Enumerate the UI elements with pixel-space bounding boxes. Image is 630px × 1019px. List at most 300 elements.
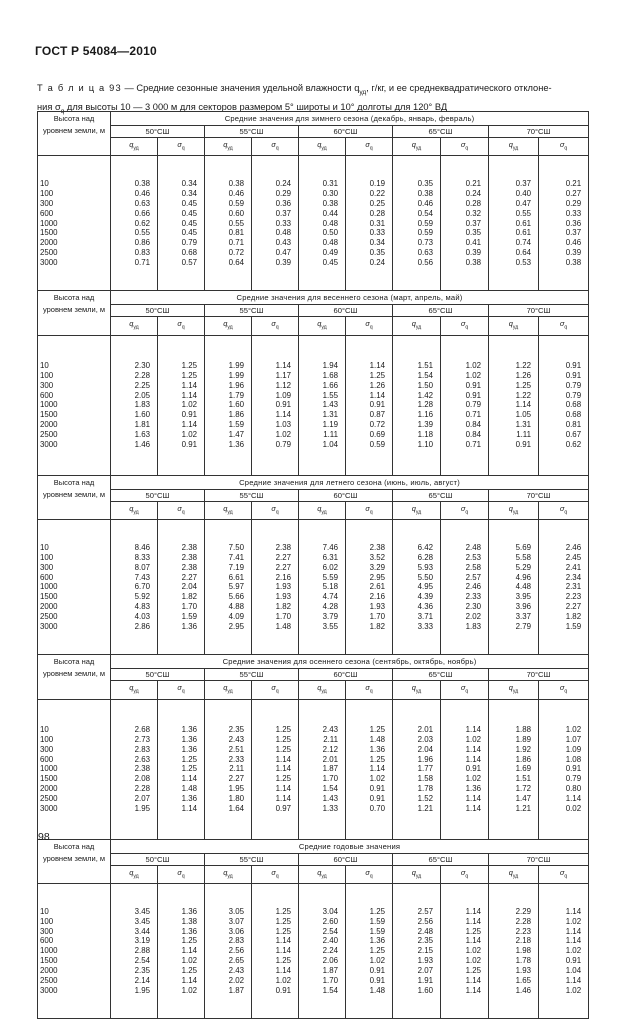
symbol-row (38, 138, 589, 156)
table-cell: 1.70 (322, 774, 338, 784)
height-value: 600 (40, 572, 54, 582)
symbol-sigma-sub: q (564, 145, 568, 152)
symbol-sigma-sub: q (275, 324, 279, 331)
symbol-q-ud (111, 681, 158, 699)
table-cell: 3.04 (322, 906, 338, 916)
value-column (441, 520, 489, 655)
height-value: 600 (40, 390, 54, 400)
table-cell: 2.27 (181, 572, 197, 582)
latitude-header: 60°СШ (299, 853, 393, 865)
table-cell: 0.45 (181, 198, 197, 208)
table-cell: 1.14 (275, 360, 291, 370)
table-cell: 0.38 (134, 178, 150, 188)
table-cell: 0.24 (465, 188, 481, 198)
value-column (346, 156, 393, 291)
table-cell: 3.95 (515, 592, 531, 602)
height-value: 10 (40, 906, 49, 916)
table-cell: 1.54 (322, 784, 338, 794)
symbol-sigma-q (441, 501, 489, 519)
table-cell: 4.48 (515, 582, 531, 592)
table-cell: 1.82 (369, 622, 385, 632)
table-cell: 1.09 (565, 744, 582, 754)
symbol-q-ud (205, 865, 252, 883)
table-cell: 5.97 (228, 582, 244, 592)
table-cell: 1.28 (417, 400, 433, 410)
table-cell: 1.02 (275, 430, 291, 440)
table-cell: 5.69 (515, 542, 531, 552)
height-value: 2500 (40, 612, 58, 622)
symbol-q: q (317, 503, 322, 513)
symbol-sigma: σ (460, 867, 466, 877)
table-cell: 1.36 (181, 734, 197, 744)
latitude-header: 70°СШ (489, 489, 589, 501)
symbol-sigma-sub: q (181, 324, 185, 331)
table-cell: 1.02 (369, 774, 385, 784)
table-cell: 4.88 (228, 602, 244, 612)
table-cell: 1.95 (134, 986, 150, 996)
symbol-q-ud (489, 681, 539, 699)
table-cell: 1.87 (322, 764, 338, 774)
table-cell: 4.39 (417, 592, 433, 602)
table-cell: 1.14 (465, 976, 481, 986)
table-cell: 1.38 (181, 916, 197, 926)
latitude-header: 60°СШ (299, 489, 393, 501)
table-cell: 1.36 (181, 906, 197, 916)
table-cell: 1.14 (275, 754, 291, 764)
value-column (346, 335, 393, 475)
table-cell: 1.51 (417, 360, 433, 370)
table-cell: 2.53 (465, 552, 481, 562)
symbol-q: q (411, 503, 416, 513)
table-cell: 7.19 (228, 562, 244, 572)
table-cell: 0.80 (565, 784, 582, 794)
table-cell: 1.14 (369, 764, 385, 774)
section-title-row (38, 291, 589, 305)
height-value: 3000 (40, 440, 58, 450)
table-cell: 0.48 (322, 218, 338, 228)
symbol-q-ud (489, 138, 539, 156)
table-cell: 0.64 (515, 248, 531, 258)
symbol-sigma-sub: q (465, 324, 469, 331)
value-column (111, 699, 158, 839)
table-cell: 1.25 (275, 956, 291, 966)
table-cell: 1.08 (565, 754, 582, 764)
table-cell: 0.63 (417, 248, 433, 258)
table-cell: 1.14 (275, 936, 291, 946)
table-cell: 0.24 (275, 178, 291, 188)
table-cell: 1.78 (417, 784, 433, 794)
table-cell: 1.14 (181, 976, 197, 986)
symbol-q-ud (299, 865, 346, 883)
table-cell: 1.02 (465, 774, 481, 784)
table-cell: 0.69 (369, 430, 385, 440)
table-cell: 3.71 (417, 612, 433, 622)
height-value: 1000 (40, 764, 58, 774)
symbol-sigma-q (346, 865, 393, 883)
table-cell: 1.25 (275, 906, 291, 916)
value-column (393, 156, 441, 291)
table-cell: 1.14 (565, 976, 582, 986)
table-cell: 1.86 (515, 754, 531, 764)
table-cell: 1.33 (322, 804, 338, 814)
table-cell: 2.46 (565, 542, 582, 552)
height-value: 1500 (40, 774, 58, 784)
height-values (38, 156, 111, 291)
table-cell: 0.49 (322, 248, 338, 258)
table-cell: 1.96 (228, 380, 244, 390)
symbol-sigma-q (346, 501, 393, 519)
symbol-q-ud (393, 681, 441, 699)
table-cell: 1.14 (181, 420, 197, 430)
value-column (158, 884, 205, 1019)
table-cell: 2.28 (134, 784, 150, 794)
value-column (299, 335, 346, 475)
table-cell: 0.62 (134, 218, 150, 228)
value-column (393, 335, 441, 475)
table-cell: 1.82 (181, 592, 197, 602)
symbol-q-ud (111, 138, 158, 156)
symbol-sigma-q (441, 317, 489, 335)
table-cell: 0.71 (228, 238, 244, 248)
table-cell: 1.83 (465, 622, 481, 632)
height-value: 100 (40, 552, 54, 562)
table-cell: 0.66 (134, 208, 150, 218)
symbol-q-sub: уд (227, 324, 233, 331)
table-cell: 2.54 (322, 926, 338, 936)
latitude-header: 65°СШ (393, 126, 489, 138)
symbol-sigma-sub: q (181, 688, 185, 695)
height-column-header: Высота над уровнем земли, м (38, 655, 111, 699)
table-cell: 1.68 (322, 370, 338, 380)
table-cell: 0.40 (515, 188, 531, 198)
height-value: 600 (40, 936, 54, 946)
symbol-sigma: σ (559, 683, 565, 693)
symbol-row (38, 501, 589, 519)
table-cell: 1.79 (228, 390, 244, 400)
symbol-q: q (317, 683, 322, 693)
table-cell: 0.47 (275, 248, 291, 258)
symbol-q-ud (489, 317, 539, 335)
latitude-header: 60°СШ (299, 126, 393, 138)
table-cell: 2.38 (134, 764, 150, 774)
table-cell: 1.25 (275, 926, 291, 936)
table-cell: 1.04 (565, 966, 582, 976)
table-cell: 3.45 (134, 906, 150, 916)
table-cell: 3.79 (322, 612, 338, 622)
table-cell: 1.63 (134, 430, 150, 440)
table-cell: 0.02 (565, 804, 582, 814)
table-cell: 1.59 (369, 926, 385, 936)
symbol-q-sub: уд (415, 324, 422, 331)
table-cell: 7.43 (134, 572, 150, 582)
table-cell: 1.21 (515, 804, 531, 814)
table-cell: 1.14 (565, 794, 582, 804)
table-cell: 1.87 (228, 986, 244, 996)
table-cell: 0.46 (228, 188, 244, 198)
table-cell: 0.91 (275, 986, 291, 996)
table-cell: 2.38 (369, 542, 385, 552)
symbol-q: q (508, 503, 513, 513)
latitude-row (38, 305, 589, 317)
symbol-sigma-sub: q (181, 145, 185, 152)
table-cell: 0.35 (417, 178, 433, 188)
symbol-q: q (317, 867, 322, 877)
table-cell: 5.59 (322, 572, 338, 582)
table-cell: 1.10 (417, 440, 433, 450)
symbol-q-ud (393, 317, 441, 335)
table-cell: 0.50 (322, 228, 338, 238)
table-cell: 2.23 (565, 592, 582, 602)
table-cell: 0.86 (134, 238, 150, 248)
table-cell: 1.82 (565, 612, 582, 622)
table-cell: 2.15 (417, 946, 433, 956)
table-cell: 1.36 (181, 724, 197, 734)
table-cell: 0.79 (275, 440, 291, 450)
table-cell: 0.68 (565, 410, 582, 420)
table-cell: 0.30 (322, 188, 338, 198)
symbol-q-ud (205, 317, 252, 335)
table-cell: 1.14 (565, 936, 582, 946)
table-cell: 2.16 (369, 592, 385, 602)
data-row (38, 699, 589, 839)
value-column (346, 884, 393, 1019)
table-cell: 2.18 (515, 936, 531, 946)
symbol-q: q (411, 683, 416, 693)
height-value: 10 (40, 724, 49, 734)
table-cell: 1.19 (322, 420, 338, 430)
table-cell: 2.51 (228, 744, 244, 754)
table-cell: 1.14 (465, 754, 481, 764)
table-cell: 0.29 (565, 198, 582, 208)
table-cell: 1.14 (181, 390, 197, 400)
symbol-sigma-sub: q (465, 688, 469, 695)
table-cell: 1.14 (181, 380, 197, 390)
table-cell: 2.23 (515, 926, 531, 936)
table-cell: 3.06 (228, 926, 244, 936)
value-column (539, 335, 589, 475)
height-value: 2000 (40, 966, 58, 976)
table-cell: 1.02 (369, 956, 385, 966)
height-column-header: Высота над уровнем земли, м (38, 475, 111, 519)
symbol-sigma-sub: q (465, 509, 469, 516)
value-column (346, 520, 393, 655)
symbol-sigma: σ (559, 867, 565, 877)
value-column (111, 335, 158, 475)
symbol-sigma: σ (365, 140, 370, 149)
latitude-row (38, 489, 589, 501)
table-cell: 5.29 (515, 562, 531, 572)
table-cell: 1.93 (417, 956, 433, 966)
table-cell: 1.25 (181, 966, 197, 976)
table-cell: 1.87 (322, 966, 338, 976)
table-cell: 2.28 (515, 916, 531, 926)
table-cell: 1.25 (181, 936, 197, 946)
table-cell: 0.19 (369, 178, 385, 188)
table-cell: 0.91 (369, 794, 385, 804)
value-column (205, 156, 252, 291)
symbol-sigma: σ (365, 503, 370, 513)
table-cell: 1.05 (515, 410, 531, 420)
symbol-q-sub: уд (321, 688, 327, 695)
table-cell: 0.54 (417, 208, 433, 218)
symbol-sigma: σ (177, 503, 182, 513)
symbol-q-ud (489, 501, 539, 519)
symbol-q-sub: уд (512, 509, 519, 516)
symbol-sigma-q (441, 138, 489, 156)
table-cell: 0.55 (134, 228, 150, 238)
symbol-q-sub: уд (321, 145, 327, 152)
table-cell: 0.28 (465, 198, 481, 208)
height-values (38, 520, 111, 655)
symbol-q-sub: уд (133, 873, 139, 880)
table-cell: 2.03 (417, 734, 433, 744)
table-cell: 2.88 (134, 946, 150, 956)
value-column (441, 884, 489, 1019)
symbol-sigma-sub: q (465, 145, 469, 152)
symbol-sigma: σ (559, 319, 565, 329)
table-cell: 3.37 (515, 612, 531, 622)
table-cell: 0.36 (275, 198, 291, 208)
table-cell: 0.34 (369, 238, 385, 248)
table-cell: 4.96 (515, 572, 531, 582)
symbol-sigma: σ (365, 867, 370, 877)
table-cell: 1.95 (228, 784, 244, 794)
table-cell: 2.28 (134, 370, 150, 380)
table-cell: 1.93 (275, 592, 291, 602)
table-cell: 1.60 (134, 410, 150, 420)
season-title: Средние значения для летнего сезона (июнь, июль, август) (111, 475, 589, 489)
season-title: Средние годовые значения (111, 839, 589, 853)
latitude-header: 55°СШ (205, 853, 299, 865)
table-cell: 0.91 (465, 764, 481, 774)
latitude-header: 70°СШ (489, 126, 589, 138)
symbol-sigma-sub: q (369, 509, 373, 516)
table-cell: 0.33 (565, 208, 582, 218)
table-cell: 0.21 (465, 178, 481, 188)
table-cell: 1.48 (369, 734, 385, 744)
table-cell: 1.02 (565, 916, 582, 926)
table-cell: 6.42 (417, 542, 433, 552)
table-cell: 2.38 (181, 552, 197, 562)
table-cell: 3.29 (369, 562, 385, 572)
height-value: 10 (40, 542, 49, 552)
symbol-sigma: σ (460, 140, 466, 149)
table-cell: 8.07 (134, 562, 150, 572)
section-title-row (38, 112, 589, 126)
symbol-q: q (129, 503, 134, 513)
symbol-q-ud (111, 317, 158, 335)
table-cell: 3.44 (134, 926, 150, 936)
symbol-sigma-q (252, 501, 299, 519)
symbol-q-sub: уд (415, 688, 422, 695)
table-cell: 0.59 (417, 228, 433, 238)
table-cell: 1.02 (181, 430, 197, 440)
symbol-q-sub: уд (133, 509, 139, 516)
table-cell: 1.22 (515, 360, 531, 370)
symbol-sigma: σ (365, 683, 370, 693)
table-cell: 1.14 (181, 804, 197, 814)
table-cell: 2.08 (134, 774, 150, 784)
table-cell: 0.31 (322, 178, 338, 188)
table-cell: 1.14 (181, 774, 197, 784)
value-column (252, 520, 299, 655)
symbol-q: q (508, 319, 513, 329)
height-value: 100 (40, 370, 54, 380)
table-cell: 1.14 (369, 360, 385, 370)
height-value: 300 (40, 198, 54, 208)
table-cell: 1.47 (515, 794, 531, 804)
symbol-q-ud (299, 317, 346, 335)
height-column-header: Высота над уровнем земли, м (38, 112, 111, 156)
table-cell: 0.46 (565, 238, 582, 248)
height-value: 1500 (40, 592, 58, 602)
table-cell: 1.02 (565, 724, 582, 734)
value-column (489, 884, 539, 1019)
humidity-table (37, 111, 589, 1019)
table-cell: 1.86 (228, 410, 244, 420)
symbol-q: q (411, 867, 416, 877)
value-column (252, 156, 299, 291)
symbol-sigma: σ (460, 683, 466, 693)
table-cell: 4.03 (134, 612, 150, 622)
table-cell: 0.63 (134, 198, 150, 208)
height-values (38, 884, 111, 1019)
section-title-row (38, 475, 589, 489)
table-cell: 2.12 (322, 744, 338, 754)
season-title: Средние значения для весеннего сезона (март, апрель, май) (111, 291, 589, 305)
symbol-q-sub: уд (415, 145, 422, 152)
table-cell: 2.58 (465, 562, 481, 572)
table-cell: 0.44 (322, 208, 338, 218)
value-column (489, 335, 539, 475)
symbol-sigma: σ (177, 319, 182, 329)
document-code: ГОСТ Р 54084—2010 (35, 44, 157, 58)
table-cell: 1.22 (515, 390, 531, 400)
symbol-q-sub: уд (321, 873, 327, 880)
table-cell: 0.71 (465, 440, 481, 450)
table-cell: 1.02 (465, 370, 481, 380)
table-cell: 2.16 (275, 572, 291, 582)
height-value: 3000 (40, 804, 58, 814)
table-cell: 2.60 (322, 916, 338, 926)
table-cell: 2.35 (228, 724, 244, 734)
table-cell: 4.28 (322, 602, 338, 612)
table-cell: 0.91 (565, 360, 582, 370)
table-cell: 1.58 (417, 774, 433, 784)
table-cell: 1.36 (181, 926, 197, 936)
table-cell: 1.14 (369, 390, 385, 400)
table-cell: 2.43 (228, 966, 244, 976)
table-cell: 0.73 (417, 238, 433, 248)
table-cell: 1.36 (228, 440, 244, 450)
latitude-row (38, 126, 589, 138)
symbol-q-sub: уд (227, 688, 233, 695)
table-cell: 1.42 (417, 390, 433, 400)
table-cell: 3.05 (228, 906, 244, 916)
value-column (252, 699, 299, 839)
symbol-sigma-q (441, 681, 489, 699)
symbol-q: q (129, 319, 134, 329)
table-cell: 1.14 (565, 906, 582, 916)
latitude-header: 55°СШ (205, 489, 299, 501)
table-cell: 1.48 (181, 784, 197, 794)
table-cell: 1.14 (465, 794, 481, 804)
table-cell: 1.11 (323, 430, 338, 440)
table-cell: 0.48 (275, 228, 291, 238)
symbol-q-sub: уд (321, 509, 327, 516)
table-cell: 2.56 (228, 946, 244, 956)
table-cell: 0.33 (275, 218, 291, 228)
